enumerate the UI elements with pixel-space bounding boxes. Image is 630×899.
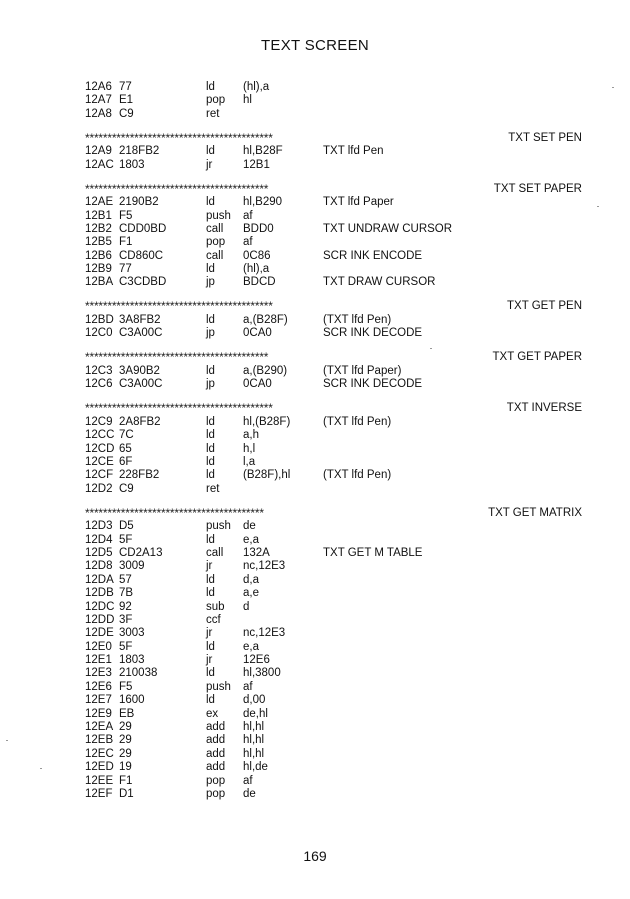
mnemonic: ld [206, 429, 215, 442]
operand: af [243, 236, 253, 249]
operand: nc,12E3 [243, 560, 286, 573]
address: 12A7 [85, 94, 112, 107]
code-line [85, 734, 585, 747]
operand: de [243, 520, 256, 533]
address: 12D3 [85, 520, 113, 533]
opcode-hex: 6F [119, 455, 133, 468]
mnemonic: ld [206, 196, 215, 209]
code-line [85, 223, 585, 236]
operand: hl,B290 [243, 196, 283, 209]
operand: hl [243, 94, 252, 107]
operand: l,a [243, 455, 256, 468]
code-line [85, 654, 585, 667]
mnemonic: ret [206, 482, 220, 495]
operand: a,h [243, 429, 259, 442]
opcode-hex: E1 [119, 94, 134, 107]
scan-speck [430, 348, 432, 349]
operand: (B28F),hl [243, 469, 291, 482]
code-line [85, 681, 585, 694]
operand: d [243, 600, 250, 613]
mnemonic: jp [206, 276, 215, 289]
code-line [85, 560, 585, 573]
code-line [85, 601, 585, 614]
mnemonic: call [206, 222, 224, 235]
address: 12D5 [85, 546, 113, 559]
address: 12CC [85, 429, 115, 442]
address: 12E1 [85, 654, 112, 667]
opcode-hex: 5F [119, 640, 133, 653]
mnemonic: jr [206, 560, 213, 573]
section-header [85, 506, 585, 521]
address: 12EB [85, 734, 114, 747]
opcode-hex: 3F [119, 613, 133, 626]
mnemonic: jr [206, 654, 213, 667]
opcode-hex: 2A8FB2 [119, 415, 161, 428]
operand: 12E6 [243, 654, 270, 667]
section-title: TXT SET PEN [508, 131, 582, 144]
section-header [85, 350, 585, 365]
scan-speck [6, 740, 8, 741]
mnemonic: add [206, 761, 226, 774]
comment: SCR INK ENCODE [323, 249, 423, 262]
mnemonic: ld [206, 573, 215, 586]
scan-speck [40, 768, 42, 769]
code-line [85, 708, 585, 721]
opcode-hex: 218FB2 [119, 145, 160, 158]
opcode-hex: C9 [119, 107, 134, 120]
mnemonic: pop [206, 236, 226, 249]
section-header [85, 182, 585, 197]
mnemonic: add [206, 747, 226, 760]
page-title: TEXT SCREEN [260, 37, 370, 54]
operand: nc,12E3 [243, 627, 286, 640]
mnemonic: ld [206, 81, 215, 93]
operand: de [243, 787, 256, 800]
code-line [85, 416, 585, 429]
opcode-hex: D5 [119, 520, 134, 533]
comment: (TXT lfd Pen) [323, 313, 392, 326]
mnemonic: add [206, 721, 226, 734]
address: 12B6 [85, 249, 112, 262]
mnemonic: ld [206, 694, 215, 707]
mnemonic: ld [206, 313, 215, 326]
page-number: 169 [303, 848, 327, 864]
mnemonic: ld [206, 455, 215, 468]
code-line [85, 520, 585, 533]
mnemonic: ld [206, 263, 215, 276]
mnemonic: add [206, 734, 226, 747]
opcode-hex: F1 [119, 236, 133, 249]
address: 12BA [85, 276, 114, 289]
mnemonic: ccf [206, 613, 221, 626]
mnemonic: ld [206, 667, 215, 680]
address: 12CE [85, 455, 114, 468]
opcode-hex: 2190B2 [119, 196, 159, 209]
section-header [85, 299, 585, 314]
code-line [85, 314, 585, 327]
code-line [85, 587, 585, 600]
code-line [85, 748, 585, 761]
comment: SCR INK DECODE [323, 327, 423, 340]
section-title: TXT INVERSE [506, 402, 582, 415]
address: 12EA [85, 721, 114, 734]
separator-asterisks: **************************************** [85, 505, 264, 520]
mnemonic: jp [206, 378, 215, 391]
section-title: TXT GET PEN [507, 300, 582, 313]
code-line [85, 443, 585, 456]
opcode-hex: 228FB2 [119, 469, 160, 482]
mnemonic: call [206, 546, 224, 559]
opcode-hex: C3A00C [119, 327, 163, 340]
comment: TXT lfd Pen [323, 145, 384, 158]
code-line [85, 721, 585, 734]
address: 12CD [85, 442, 115, 455]
address: 12AC [85, 158, 114, 171]
comment: TXT DRAW CURSOR [323, 276, 436, 289]
mnemonic: pop [206, 787, 226, 800]
opcode-hex: 1803 [119, 654, 145, 667]
comment: TXT lfd Paper [323, 196, 394, 209]
operand: hl,3800 [243, 667, 281, 680]
mnemonic: ld [206, 415, 215, 428]
separator-asterisks: ****************************************** [85, 299, 273, 314]
operand: (hl),a [243, 81, 270, 93]
code-line [85, 276, 585, 289]
address: 12C3 [85, 364, 113, 377]
operand: a,e [243, 587, 259, 600]
operand: BDCD [243, 276, 276, 289]
opcode-hex: 3A8FB2 [119, 313, 161, 326]
operand: 12B1 [243, 158, 270, 171]
operand: (hl),a [243, 263, 270, 276]
comment: (TXT lfd Pen) [323, 469, 392, 482]
mnemonic: ld [206, 364, 215, 377]
opcode-hex: 77 [119, 263, 132, 276]
opcode-hex: D1 [119, 787, 134, 800]
mnemonic: ret [206, 107, 220, 120]
opcode-hex: 3A90B2 [119, 364, 160, 377]
address: 12C0 [85, 327, 113, 340]
opcode-hex: C9 [119, 482, 134, 495]
mnemonic: jr [206, 158, 213, 171]
operand: d,00 [243, 694, 266, 707]
opcode-hex: CDD0BD [119, 222, 167, 235]
code-line [85, 788, 585, 801]
address: 12E7 [85, 694, 112, 707]
address: 12C9 [85, 415, 113, 428]
code-line [85, 456, 585, 469]
code-line [85, 250, 585, 263]
address: 12E3 [85, 667, 112, 680]
address: 12D8 [85, 560, 113, 573]
opcode-hex: 57 [119, 573, 132, 586]
address: 12E9 [85, 707, 112, 720]
operand: hl,hl [243, 747, 265, 760]
opcode-hex: 65 [119, 442, 132, 455]
opcode-hex: 19 [119, 761, 132, 774]
code-line [85, 547, 585, 560]
code-line [85, 627, 585, 640]
opcode-hex: CD860C [119, 249, 164, 262]
opcode-hex: 29 [119, 734, 132, 747]
operand: a,(B28F) [243, 313, 288, 326]
address: 12B1 [85, 209, 112, 222]
address: 12DC [85, 600, 115, 613]
address: 12D4 [85, 533, 113, 546]
address: 12EC [85, 747, 114, 760]
code-line [85, 236, 585, 249]
separator-asterisks: ***************************************** [85, 350, 269, 365]
mnemonic: jp [206, 327, 215, 340]
address: 12DE [85, 627, 114, 640]
code-line [85, 483, 585, 496]
address: 12DB [85, 587, 114, 600]
disassembly-listing [85, 81, 585, 801]
mnemonic: pop [206, 774, 226, 787]
address: 12C6 [85, 378, 113, 391]
mnemonic: ld [206, 587, 215, 600]
mnemonic: pop [206, 94, 226, 107]
code-line [85, 94, 585, 107]
operand: e,a [243, 533, 259, 546]
code-line [85, 81, 585, 94]
opcode-hex: 7B [119, 587, 134, 600]
opcode-hex: 1803 [119, 158, 145, 171]
operand: d,a [243, 573, 259, 586]
code-line [85, 365, 585, 378]
code-line [85, 429, 585, 442]
comment: TXT GET M TABLE [323, 546, 423, 559]
opcode-hex: F5 [119, 680, 133, 693]
operand: af [243, 774, 253, 787]
opcode-hex: EB [119, 707, 135, 720]
comment: TXT UNDRAW CURSOR [323, 222, 453, 235]
section-header [85, 131, 585, 146]
comment: (TXT lfd Pen) [323, 415, 392, 428]
opcode-hex: C3CDBD [119, 276, 167, 289]
mnemonic: ex [206, 707, 219, 720]
operand: hl,B28F [243, 145, 283, 158]
scan-speck [612, 87, 614, 88]
opcode-hex: 1600 [119, 694, 145, 707]
opcode-hex: CD2A13 [119, 546, 163, 559]
operand: hl,hl [243, 734, 265, 747]
code-line [85, 641, 585, 654]
opcode-hex: 3003 [119, 627, 145, 640]
address: 12DA [85, 573, 114, 586]
section-title: TXT GET MATRIX [488, 506, 582, 519]
operand: de,hl [243, 707, 268, 720]
code-line [85, 378, 585, 391]
code-line [85, 469, 585, 482]
mnemonic: ld [206, 442, 215, 455]
opcode-hex: C3A00C [119, 378, 163, 391]
code-line [85, 694, 585, 707]
section-header [85, 401, 585, 416]
operand: 0CA0 [243, 378, 272, 391]
mnemonic: push [206, 680, 231, 693]
section-title: TXT GET PAPER [492, 351, 582, 364]
address: 12D2 [85, 482, 113, 495]
mnemonic: sub [206, 600, 225, 613]
code-line [85, 534, 585, 547]
opcode-hex: F1 [119, 774, 133, 787]
opcode-hex: 77 [119, 81, 132, 93]
code-line [85, 159, 585, 172]
mnemonic: jr [206, 627, 213, 640]
scan-speck [597, 206, 599, 207]
address: 12EE [85, 774, 114, 787]
address: 12A9 [85, 145, 112, 158]
comment: (TXT lfd Paper) [323, 364, 402, 377]
separator-asterisks: ***************************************** [85, 181, 269, 196]
operand: af [243, 680, 253, 693]
operand: 132A [243, 546, 270, 559]
code-line [85, 327, 585, 340]
opcode-hex: 29 [119, 747, 132, 760]
code-line [85, 667, 585, 680]
operand: BDD0 [243, 222, 274, 235]
separator-asterisks: ****************************************** [85, 401, 273, 416]
operand: a,(B290) [243, 364, 288, 377]
code-line [85, 614, 585, 627]
code-line [85, 263, 585, 276]
address: 12EF [85, 787, 113, 800]
mnemonic: ld [206, 533, 215, 546]
operand: 0CA0 [243, 327, 272, 340]
address: 12CF [85, 469, 114, 482]
mnemonic: push [206, 520, 231, 533]
operand: e,a [243, 640, 259, 653]
address: 12A8 [85, 107, 112, 120]
mnemonic: ld [206, 469, 215, 482]
code-line [85, 210, 585, 223]
operand: hl,hl [243, 721, 265, 734]
separator-asterisks: ****************************************** [85, 130, 273, 145]
code-line [85, 775, 585, 788]
operand: h,l [243, 442, 256, 455]
opcode-hex: 7C [119, 429, 134, 442]
code-line [85, 196, 585, 209]
opcode-hex: 29 [119, 721, 132, 734]
address: 12DD [85, 613, 115, 626]
opcode-hex: F5 [119, 209, 133, 222]
mnemonic: push [206, 209, 231, 222]
address: 12BD [85, 313, 114, 326]
mnemonic: call [206, 249, 224, 262]
operand: af [243, 209, 253, 222]
code-line [85, 145, 585, 158]
operand: hl,(B28F) [243, 415, 291, 428]
code-line [85, 574, 585, 587]
address: 12A6 [85, 81, 112, 93]
code-line [85, 108, 585, 121]
mnemonic: ld [206, 145, 215, 158]
operand: hl,de [243, 761, 268, 774]
opcode-hex: 92 [119, 600, 132, 613]
address: 12B5 [85, 236, 112, 249]
address: 12E0 [85, 640, 112, 653]
code-line [85, 761, 585, 774]
comment: SCR INK DECODE [323, 378, 423, 391]
opcode-hex: 210038 [119, 667, 158, 680]
address: 12B9 [85, 263, 112, 276]
opcode-hex: 3009 [119, 560, 145, 573]
address: 12ED [85, 761, 114, 774]
operand: 0C86 [243, 249, 271, 262]
address: 12B2 [85, 222, 112, 235]
address: 12AE [85, 196, 114, 209]
mnemonic: ld [206, 640, 215, 653]
opcode-hex: 5F [119, 533, 133, 546]
section-title: TXT SET PAPER [493, 182, 582, 195]
address: 12E6 [85, 680, 112, 693]
